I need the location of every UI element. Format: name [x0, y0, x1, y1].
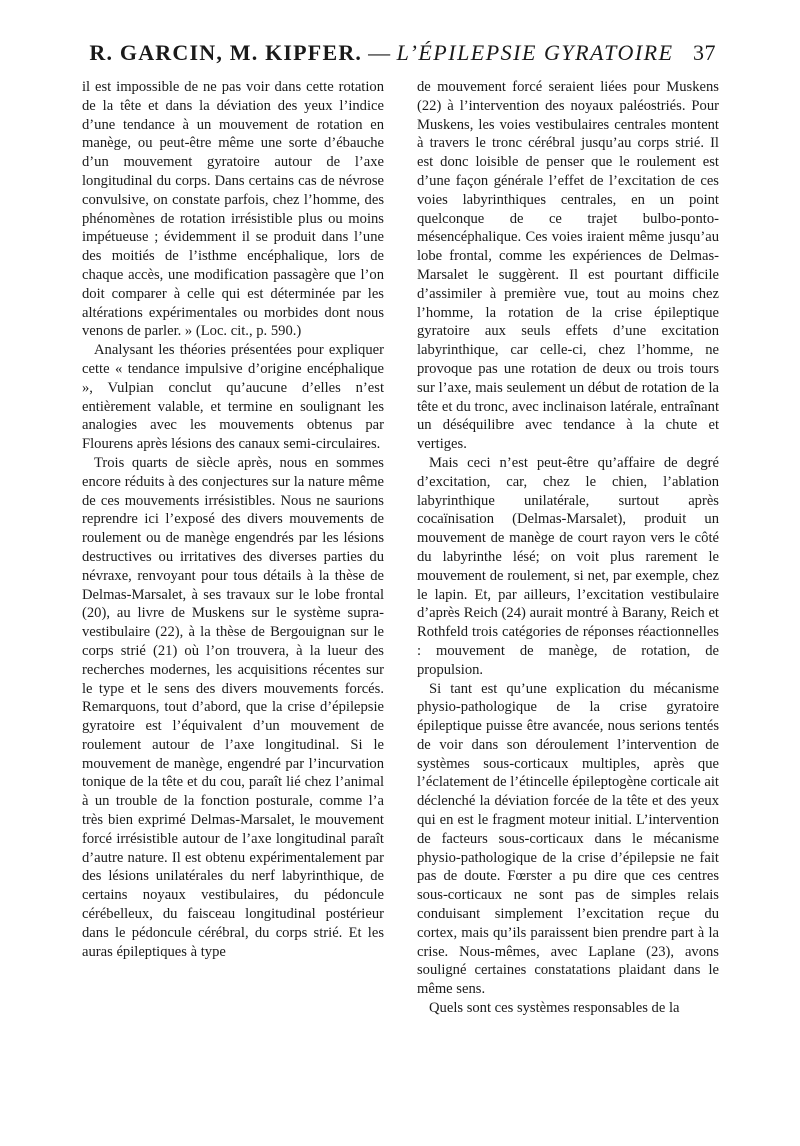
left-paragraph-2: Analysant les théories présentées pour expliquer cette « tendance impulsive d’origine encéphalique », Vulpian conclut qu’aucune d’elles n’est entièrement valable, et termine en soulignant les analogies avec les mouvements obtenus par Flourens après lésions des canaux semi-circulaires.: [82, 342, 384, 453]
right-paragraph-4: Quels sont ces systèmes responsables de la: [429, 1000, 680, 1017]
header-title: L’ÉPILEPSIE GYRATOIRE: [396, 40, 674, 65]
right-paragraph-1: de mouvement forcé seraient liées pour Muskens (22) à l’intervention des noyaux paléostriés. Pour Muskens, les voies vestibulaires centrales montent à travers le tronc cérébral jusqu’au corps strié. Il est donc loisible de penser que le roulement est d’une façon générale l’effet de l’excitation de ces voies labyrinthiques centrales, en un point quelconque de ce trajet bulbo-ponto-mésencéphalique. Ces voies iraient même jusqu’au lobe frontal, comme les expériences de Delmas-Marsalet le suggèrent. Il est pourtant difficile d’assimiler à première vue, tout au moins chez l’homme, la rotation de la crise épileptique gyratoire aux seuls effets d’une excitation labyrinthique, car celle-ci, chez l’homme, ne provoque pas une rotation de deux ou trois tours sur l’axe, mais seulement un début de rotation de la tête et du tronc, avec inclinaison latérale, entraînant un déséquilibre avec tendance à la chute et vertiges.: [417, 79, 719, 453]
left-column: [82, 78, 384, 961]
left-paragraph-1: il est impossible de ne pas voir dans cette rotation de la tête et dans la déviation des yeux l’indice d’une tendance à un mouvement de rotation en manège, ou peut-être même une sorte d’ébauche d’un mouvement gyratoire autour de l’axe longitudinal du corps. Dans certains cas de névrose convulsive, on constate parfois, chez l’homme, des phénomènes de rotation irrésistible plus ou moins impétueuse ; évidemment il se produit dans l’une des moitiés de l’isthme encéphalique, lors de chaque accès, une modification passagère que l’on doit comparer à celle qui est déterminée par les altérations expérimentales ou morbides dont nous venons de parler. » (Loc. cit., p. 590.): [82, 79, 384, 340]
running-head: [80, 40, 683, 66]
right-paragraph-2: Mais ceci n’est peut-être qu’affaire de degré d’excitation, car, chez le chien, l’ablation labyrinthique unilatérale, surtout après cocaïnisation (Delmas-Marsalet), produit un mouvement de manège de court rayon vers le côté du labyrinthe lésé; on voit plus rarement le mouvement de roulement, si net, par exemple, chez le lapin. Et, par ailleurs, l’excitation vestibulaire d’après Reich (24) aurait montré à Barany, Reich et Rothfeld trois catégories de réponses réactionnelles : mouvement de manège, de rotation, de propulsion.: [417, 454, 719, 678]
page-number: 37: [693, 40, 716, 65]
header-authors: R. GARCIN, M. KIPFER.: [89, 40, 363, 65]
left-paragraph-3: Trois quarts de siècle après, nous en sommes encore réduits à des conjectures sur la nature même de ces mouvements irrésistibles. Nous ne saurions reprendre ici l’exposé des divers mouvements de roulement ou de manège engendrés par les lésions destructives ou irritatives des diverses parties du névraxe, renvoyant pour tous détails à la thèse de Delmas-Marsalet, à ses travaux sur le lobe frontal (20), au livre de Muskens sur le système supra-vestibulaire (22), à la thèse de Bergouignan sur le corps strié (21) où l’on trouvera, à la lueur des recherches modernes, les acquisitions récentes sur le type et le sens des divers mouvements forcés. Remarquons, tout d’abord, que la crise d’épilepsie gyratoire est l’équivalent d’un mouvement de roulement autour de l’axe longitudinal. Si le mouvement de manège, engendré par l’incurvation tonique de la tête et du cou, paraît lié chez l’animal à un trouble de la fonction posturale, comme l’a très bien exprimé Delmas-Marsalet, le mouvement forcé irrésistible autour de l’axe longitudinal paraît d’autre nature. Il est obtenu expérimentalement par des lésions unilatérales du nerf labyrinthique, de certains noyaux vestibulaires, du pédoncule cérébelleux, du faisceau longitudinal postérieur dans le pédoncule cérébral, du corps strié. Et les auras épileptiques à type: [82, 454, 384, 960]
right-paragraph-3: Si tant est qu’une explication du mécanisme physio-pathologique de la crise gyratoire épileptique puisse être avancée, nous serions tentés de voir dans son déroulement l’intervention de systèmes sous-corticaux multiples, après que l’éclatement de l’étincelle épileptogène corticale ait déclenché la déviation forcée de la tête et des yeux qui en est le fragment moteur initial. L’intervention de facteurs sous-corticaux dans le mécanisme physio-pathologique de la crise d’épilepsie ne fait pas de doute. Fœrster a pu dire que ces centres sous-corticaux ne sont pas de simples relais conduisant simplement l’excitation reçue du cortex, mais qu’ils paraissent bien prendre part à la crise. Nous-mêmes, avec Laplane (23), avons souligné certaines constatations plaidant dans le même sens.: [417, 680, 719, 998]
header-dash: —: [368, 40, 391, 65]
running-header: [80, 40, 716, 66]
right-column: [417, 78, 719, 1018]
